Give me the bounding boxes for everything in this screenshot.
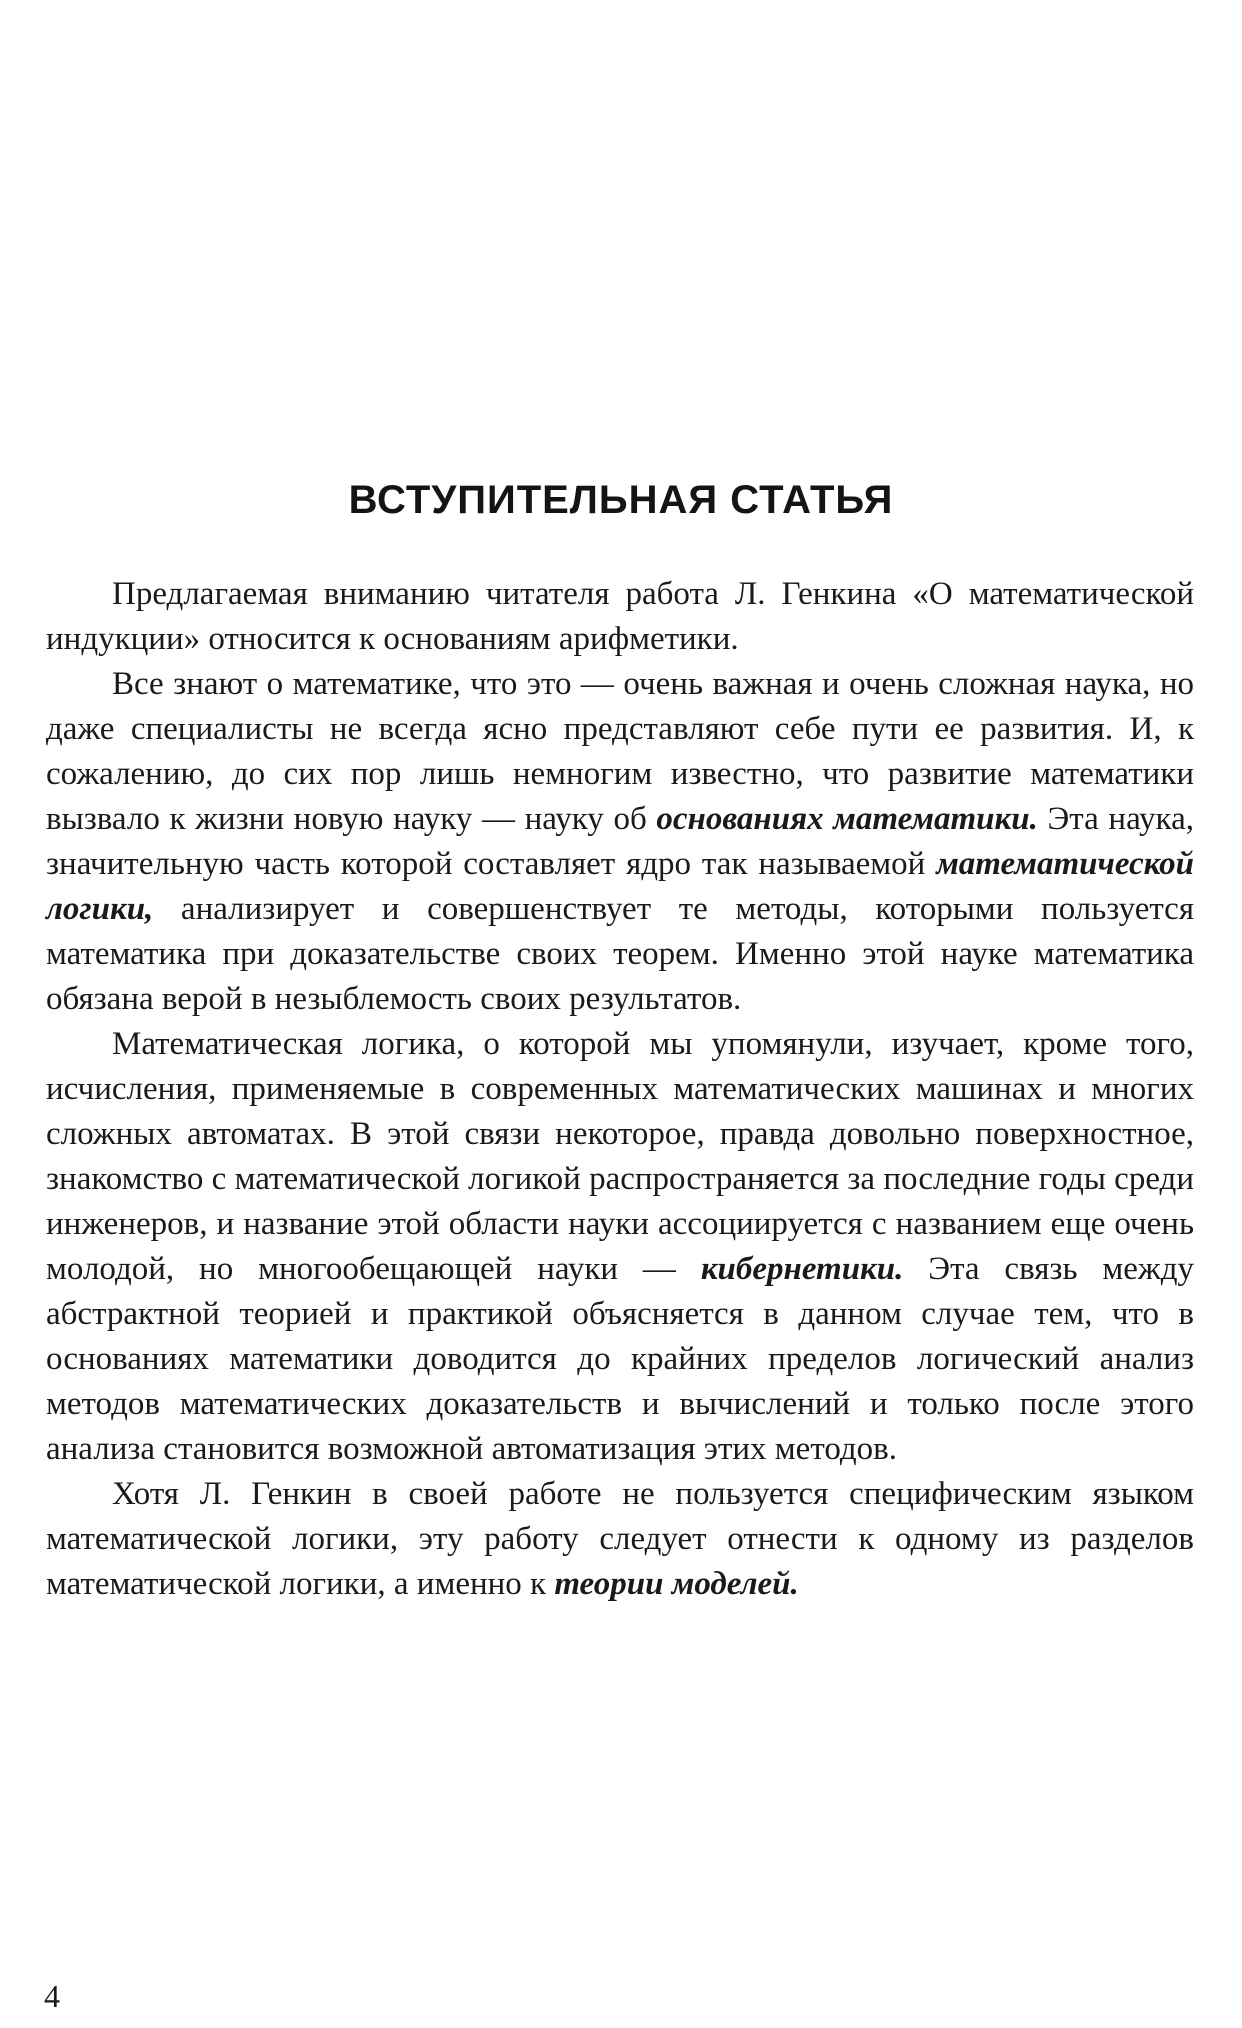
paragraph	[46, 662, 1194, 1022]
paragraph	[46, 572, 1194, 662]
text-segment: анализирует и совершенствует те методы, которыми пользуется математика при доказательстве своих теорем. Именно этой науке математика обязана верой в незыблемость своих результатов.	[46, 891, 1194, 1017]
emphasized-term: кибернетики.	[700, 1251, 904, 1287]
text-segment: Эта связь между абстрактной теорией и практикой объясняется в данном случае тем, что в основаниях математики доводится до крайних пределов логический анализ методов математических доказательств и вычислений и только после этого анализа становится возможной автоматизация этих методов.	[46, 1251, 1195, 1467]
emphasized-term: основаниях математики.	[656, 801, 1038, 837]
emphasized-term: математической логики,	[46, 846, 1194, 927]
paragraph	[46, 1022, 1194, 1472]
text-segment: Эта наука, значительную часть которой составляет ядро так называемой	[46, 801, 1194, 882]
text-segment: Хотя Л. Генкин в своей работе не пользуется специфическим языком математической логики, эту работу следует отнести к одному из разделов математической логики, а именно к	[46, 1476, 1194, 1602]
text-segment: Математическая логика, о которой мы упомянули, изучает, кроме того, исчисления, применяемые в современных математических машинах и многих сложных автоматах. В этой связи некоторое, правда довольно поверхностное, знакомство с математической логикой распространяется за последние годы среди инженеров, и название этой области науки ассоциируется с названием еще очень молодой, но многообещающей науки —	[46, 1026, 1194, 1287]
text-segment: Все знают о математике, что это — очень важная и очень сложная наука, но даже специалисты не всегда ясно представляют себе пути ее развития. И, к сожалению, до сих пор лишь немногим известно, что развитие математики вызвало к жизни новую науку — науку об	[46, 666, 1194, 837]
text-segment: Предлагаемая вниманию читателя работа Л. Генкина «О математической индукции» относится к основаниям арифметики.	[46, 576, 1194, 657]
paragraph	[46, 1472, 1194, 1607]
page-number: 4	[44, 1978, 60, 2014]
page-heading: ВСТУПИТЕЛЬНАЯ СТАТЬЯ	[348, 478, 894, 522]
emphasized-term: теории моделей.	[554, 1566, 799, 1602]
body-text	[46, 572, 1194, 1607]
